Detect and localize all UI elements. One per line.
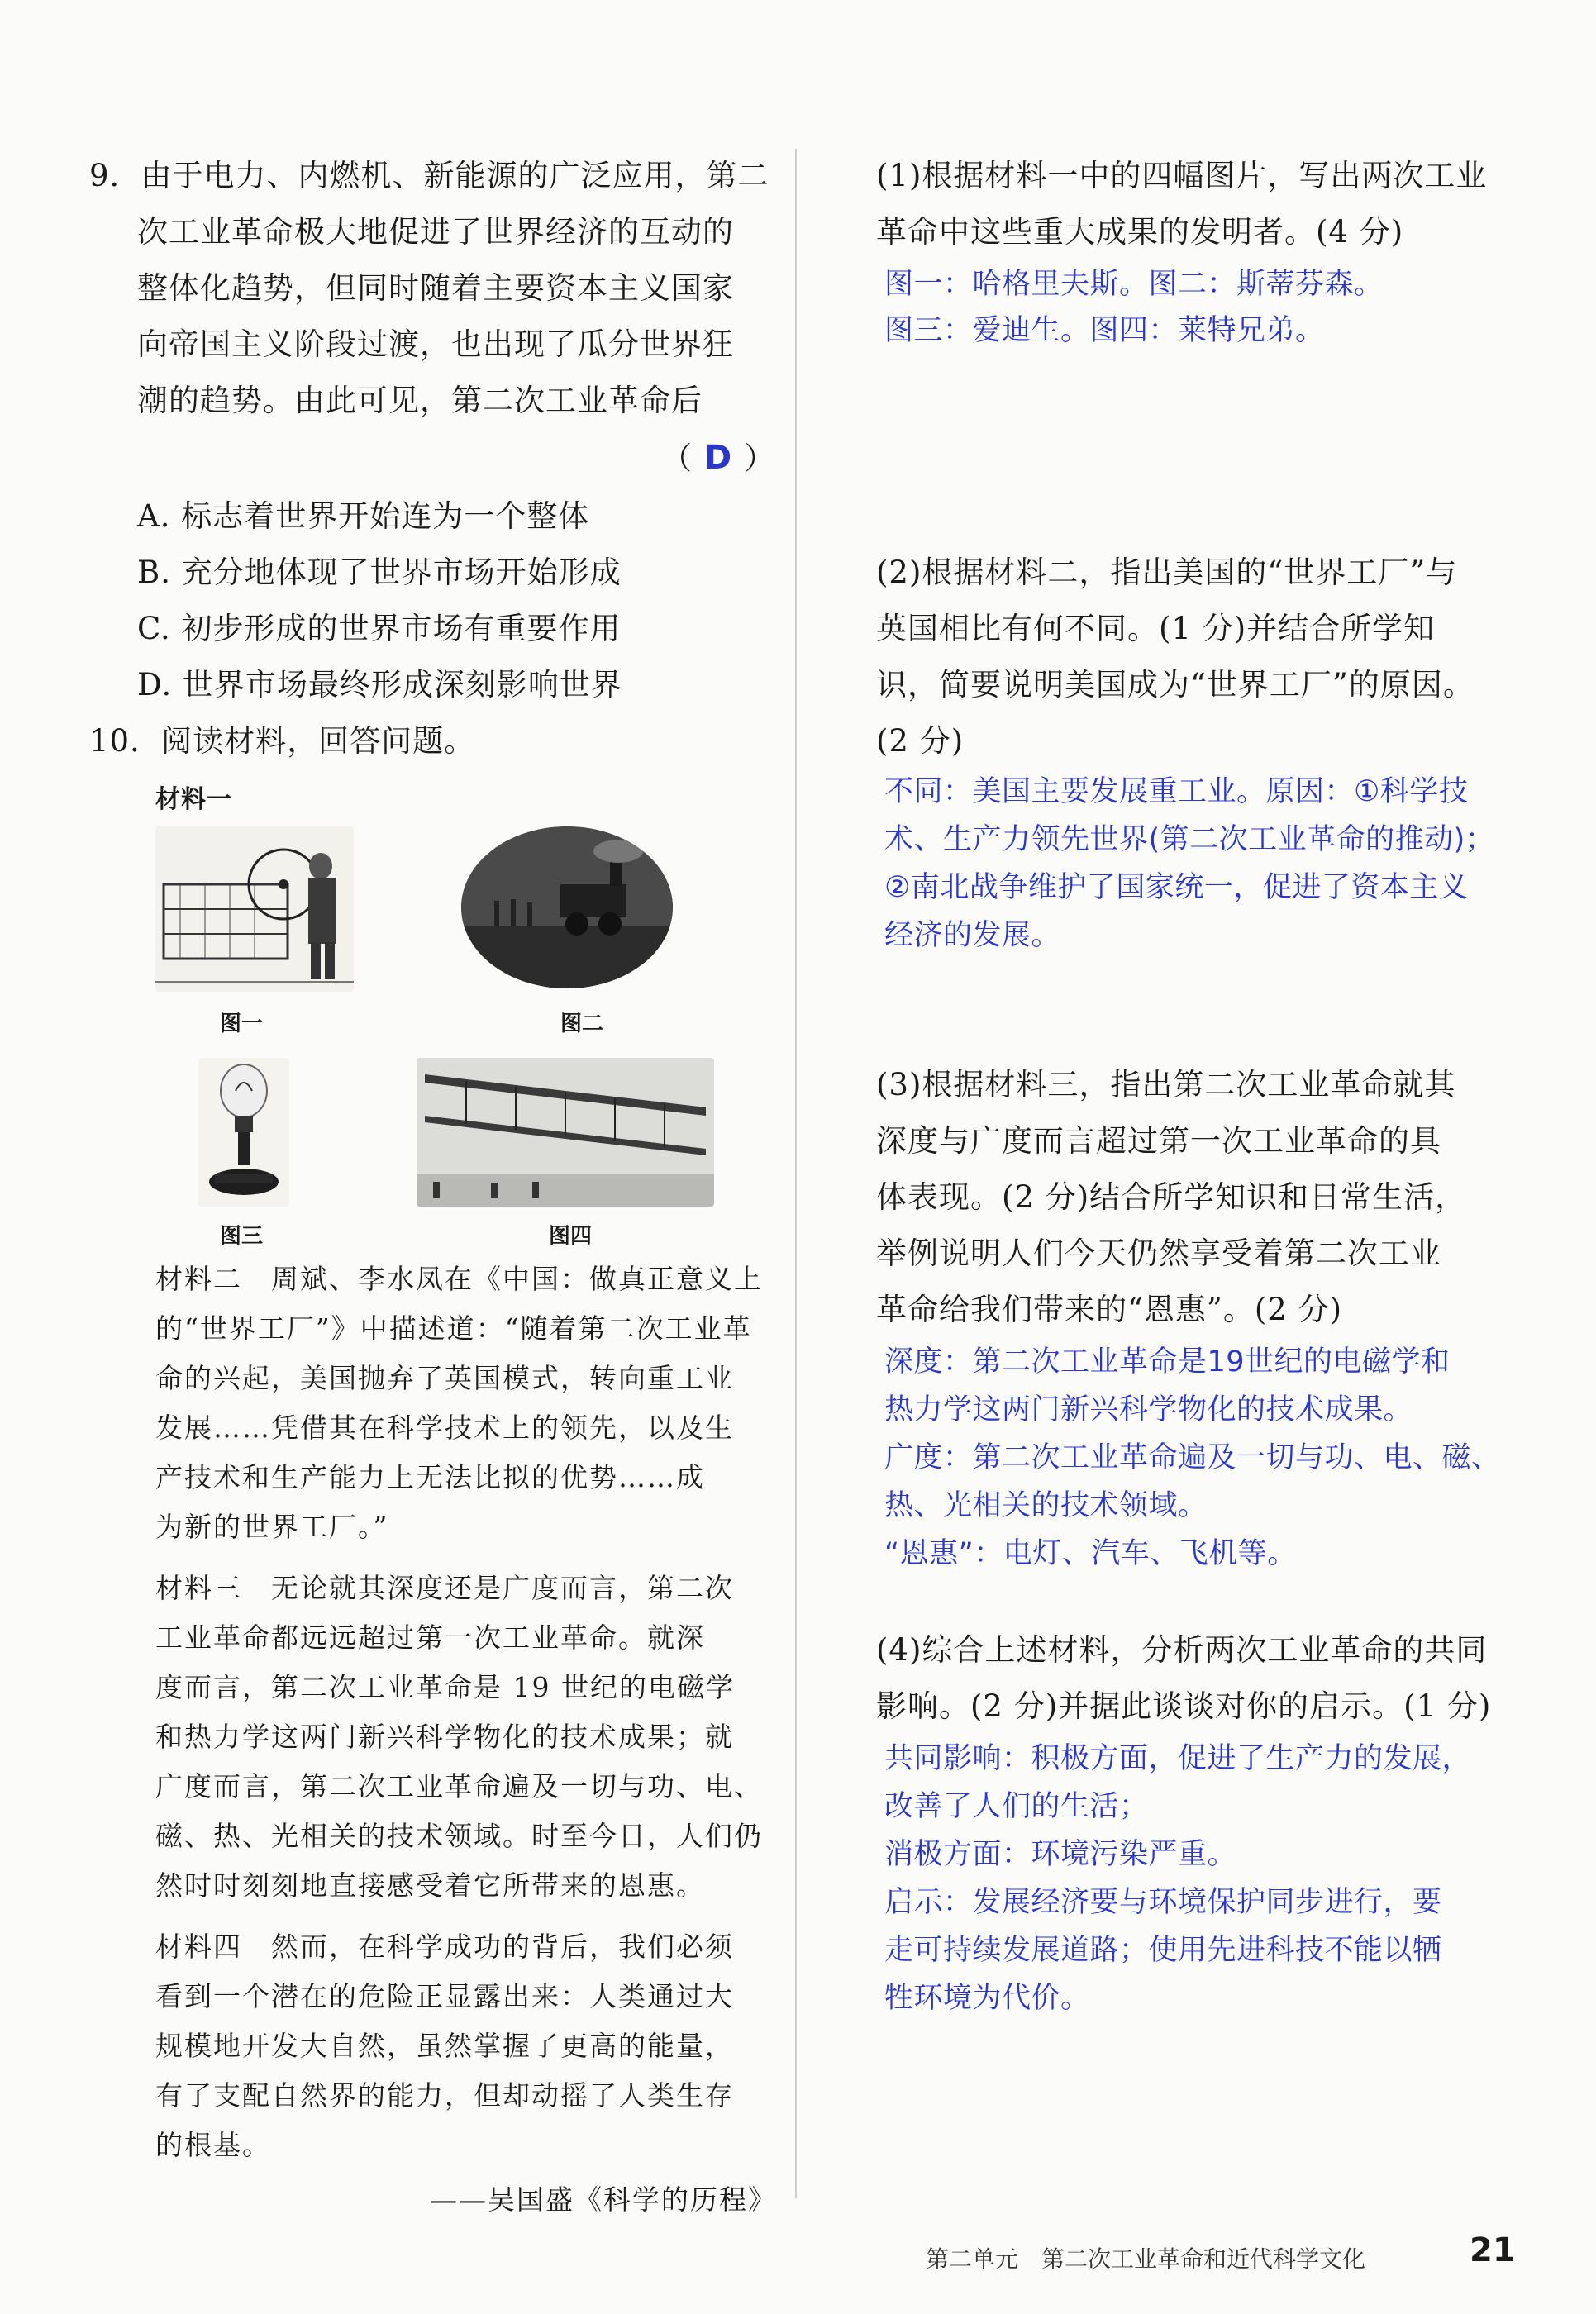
sub2-answer-2: 术、生产力领先世界(第二次工业革命的推动)； xyxy=(884,823,1495,856)
sub3-answer-3: 广度：第二次工业革命遍及一切与功、电、磁、 xyxy=(884,1441,1501,1474)
sub4-question-2: 影响。(2 分)并据此谈谈对你的启示。(1 分) xyxy=(876,1688,1492,1724)
q9-option-c: C. 初步形成的世界市场有重要作用 xyxy=(137,611,622,646)
material3-line-3: 度而言，第二次工业革命是 19 世纪的电磁学 xyxy=(155,1671,735,1703)
sub1-question-1: (1)根据材料一中的四幅图片，写出两次工业 xyxy=(876,158,1488,193)
q9-answer: D xyxy=(704,439,733,477)
material4-line-2: 看到一个潜在的危险正显露出来：人类通过大 xyxy=(155,1980,734,2012)
material3-line-5: 广度而言，第二次工业革命遍及一切与功、电、 xyxy=(155,1770,763,1802)
sub4-answer-2: 改善了人们的生活； xyxy=(884,1790,1149,1823)
q9-option-d: D. 世界市场最终形成深刻影响世界 xyxy=(137,667,622,702)
sub4-answer-4: 启示：发展经济要与环境保护同步进行，要 xyxy=(884,1886,1442,1919)
caption-figure-1: 图一 xyxy=(220,1012,264,1036)
sub3-answer-5: “恩惠”：电灯、汽车、飞机等。 xyxy=(884,1537,1297,1570)
sub2-question-2: 英国相比有何不同。(1 分)并结合所学知 xyxy=(876,611,1436,646)
material4-line-4: 有了支配自然界的能力，但却动摇了人类生存 xyxy=(155,2079,734,2112)
q9-answer-bracket xyxy=(661,433,775,478)
material3-line-6: 磁、热、光相关的技术领域。时至今日，人们仍 xyxy=(155,1820,763,1852)
q10-stem: 10．阅读材料，回答问题。 xyxy=(89,723,476,759)
figure-locomotive xyxy=(461,826,673,988)
material3-line-2: 工业革命都远远超过第一次工业革命。就深 xyxy=(155,1621,705,1654)
material4-line-3: 规模地开发大自然，虽然掌握了更高的能量， xyxy=(155,2030,734,2062)
sub3-answer-1: 深度：第二次工业革命是19世纪的电磁学和 xyxy=(884,1345,1451,1378)
paren-open: （ xyxy=(661,440,693,476)
footer-unit-title: 第二单元 第二次工业革命和近代科学文化 xyxy=(926,2245,1366,2273)
material2-line-5: 产技术和生产能力上无法比拟的优势……成 xyxy=(155,1461,705,1493)
page-number: 21 xyxy=(1470,2231,1516,2269)
q9-line-2: 次工业革命极大地促进了世界经济的互动的 xyxy=(137,214,734,250)
sub2-answer-3: ②南北战争维护了国家统一，促进了资本主义 xyxy=(884,871,1469,904)
material4-line-1: 材料四 然而，在科学成功的背后，我们必须 xyxy=(155,1931,734,1963)
sub2-answer-1: 不同：美国主要发展重工业。原因：①科学技 xyxy=(884,775,1469,808)
material4-source: ——吴国盛《科学的历程》 xyxy=(430,2183,777,2216)
q9-line-4: 向帝国主义阶段过渡，也出现了瓜分世界狂 xyxy=(137,326,734,362)
q9-option-b: B. 充分地体现了世界市场开始形成 xyxy=(137,555,622,590)
q9-option-a: A. 标志着世界开始连为一个整体 xyxy=(137,498,590,534)
sub2-answer-4: 经济的发展。 xyxy=(884,919,1061,952)
material3-line-1: 材料三 无论就其深度还是广度而言，第二次 xyxy=(155,1572,734,1604)
sub2-question-1: (2)根据材料二，指出美国的“世界工厂”与 xyxy=(876,555,1458,590)
column-divider xyxy=(795,149,797,2198)
sub3-question-1: (3)根据材料三，指出第二次工业革命就其 xyxy=(876,1067,1456,1102)
sub3-question-4: 举例说明人们今天仍然享受着第二次工业 xyxy=(876,1236,1441,1271)
q9-line-3: 整体化趋势，但同时随着主要资本主义国家 xyxy=(137,270,734,306)
sub4-answer-6: 牲环境为代价。 xyxy=(884,1982,1090,2015)
material1-label: 材料一 xyxy=(155,785,232,814)
sub4-answer-1: 共同影响：积极方面，促进了生产力的发展， xyxy=(884,1742,1472,1775)
sub3-answer-2: 热力学这两门新兴科学物化的技术成果。 xyxy=(884,1393,1413,1426)
material2-line-2: 的“世界工厂”》中描述道：“随着第二次工业革 xyxy=(155,1312,752,1345)
paren-close: ） xyxy=(744,440,776,476)
figure-wright-flyer xyxy=(417,1058,714,1207)
sub1-question-2: 革命中这些重大成果的发明者。(4 分) xyxy=(876,214,1404,250)
sub3-answer-4: 热、光相关的技术领域。 xyxy=(884,1489,1208,1522)
material3-line-4: 和热力学这两门新兴科学物化的技术成果；就 xyxy=(155,1721,734,1753)
caption-figure-2: 图二 xyxy=(560,1012,604,1036)
caption-figure-3: 图三 xyxy=(220,1224,264,1249)
sub3-question-5: 革命给我们带来的“恩惠”。(2 分) xyxy=(876,1292,1343,1327)
figure-light-bulb xyxy=(198,1058,289,1207)
sub2-question-3: 识，简要说明美国成为“世界工厂”的原因。 xyxy=(876,667,1475,702)
sub3-question-3: 体表现。(2 分)结合所学知识和日常生活， xyxy=(876,1179,1467,1215)
sub2-question-4: (2 分) xyxy=(876,723,965,759)
sub4-answer-5: 走可持续发展道路；使用先进科技不能以牺 xyxy=(884,1934,1442,1967)
sub1-answer-1: 图一：哈格里夫斯。图二：斯蒂芬森。 xyxy=(884,268,1384,301)
sub4-answer-3: 消极方面：环境污染严重。 xyxy=(884,1838,1237,1871)
figure-spinning-jenny xyxy=(155,826,354,992)
q9-line-5: 潮的趋势。由此可见，第二次工业革命后 xyxy=(137,383,703,418)
material2-line-6: 为新的世界工厂。” xyxy=(155,1511,389,1543)
sub3-question-2: 深度与广度而言超过第一次工业革命的具 xyxy=(876,1123,1441,1159)
sub4-question-1: (4)综合上述材料，分析两次工业革命的共同 xyxy=(876,1632,1488,1668)
material2-line-3: 命的兴起，美国抛弃了英国模式，转向重工业 xyxy=(155,1362,734,1394)
sub1-answer-2: 图三：爱迪生。图四：莱特兄弟。 xyxy=(884,314,1325,347)
material2-line-4: 发展……凭借其在科学技术上的领先，以及生 xyxy=(155,1412,734,1444)
caption-figure-4: 图四 xyxy=(549,1224,593,1249)
material2-line-1: 材料二 周斌、李水凤在《中国：做真正意义上 xyxy=(155,1263,763,1295)
q9-line-1: 9．由于电力、内燃机、新能源的广泛应用，第二 xyxy=(89,158,769,193)
material3-line-7: 然时时刻刻地直接感受着它所带来的恩惠。 xyxy=(155,1869,705,1902)
material4-line-5: 的根基。 xyxy=(155,2129,271,2161)
